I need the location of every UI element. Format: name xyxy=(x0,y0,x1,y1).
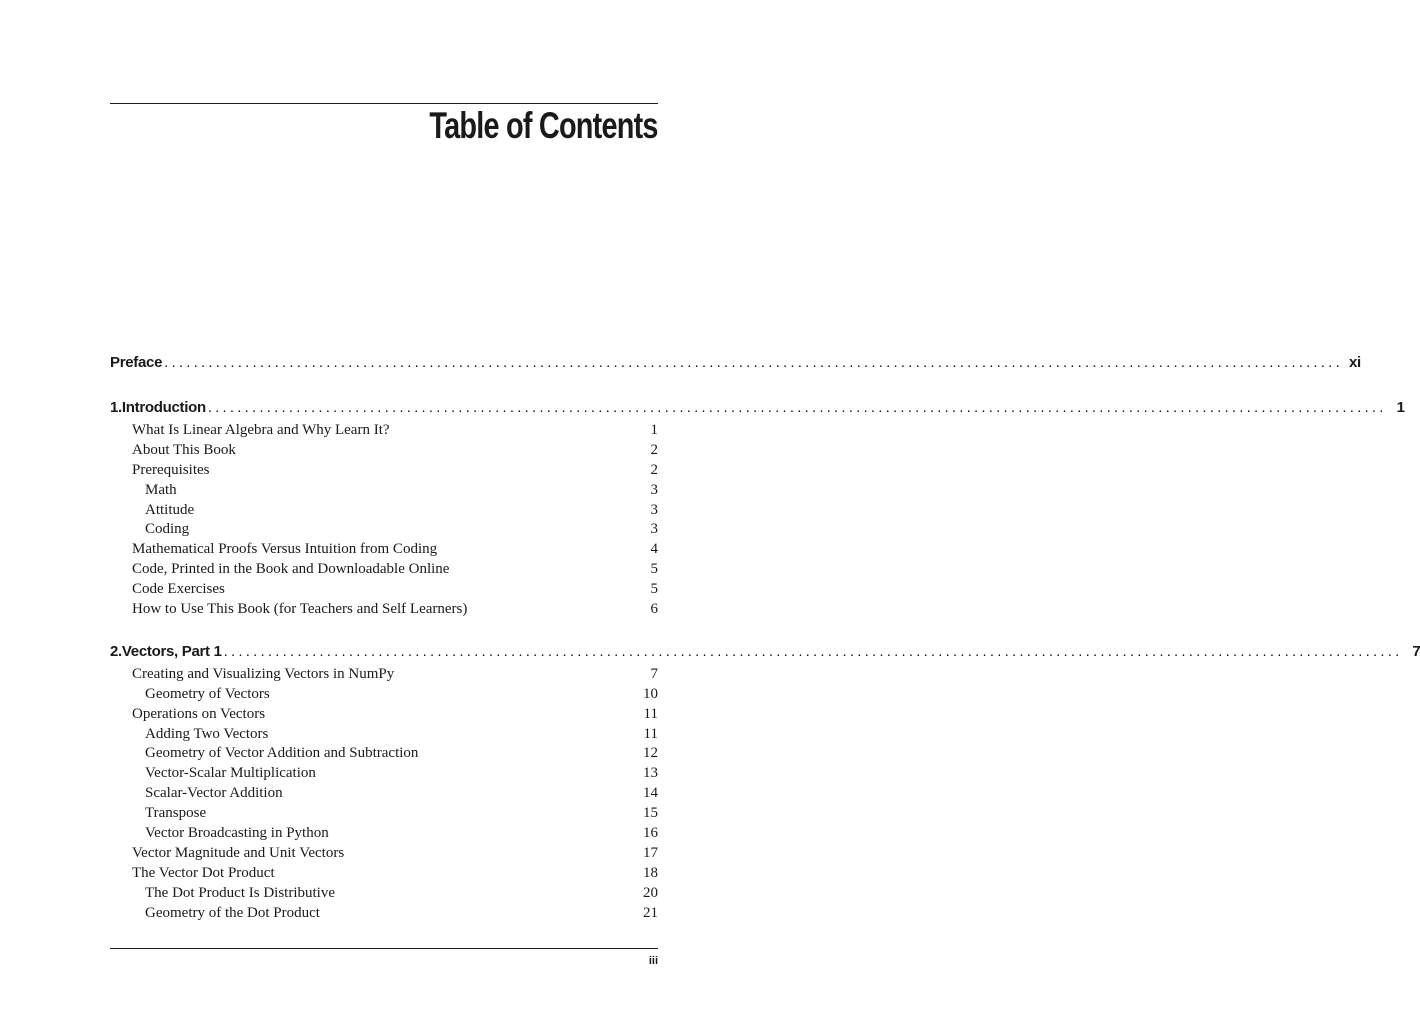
entry-page: 18 xyxy=(643,864,658,881)
dot-leader: ................................................................................................................................................................ xyxy=(207,399,1387,416)
entry-page: 2 xyxy=(650,461,658,478)
entry-page: 11 xyxy=(643,705,658,722)
toc-entry[interactable] xyxy=(110,540,658,560)
entry-page: 3 xyxy=(650,501,658,518)
entry-page: 2 xyxy=(650,441,658,458)
entry-page: 4 xyxy=(650,541,658,558)
bottom-rule xyxy=(110,948,658,949)
entry-page: 16 xyxy=(643,825,658,842)
chapter-page: xi xyxy=(1348,354,1361,371)
toc-entry[interactable] xyxy=(110,804,658,824)
page-number: iii xyxy=(648,955,658,967)
entry-title: Creating and Visualizing Vectors in NumPy xyxy=(132,665,395,682)
toc-entry[interactable] xyxy=(110,764,658,784)
chapter-number: 2. xyxy=(110,642,122,660)
toc-entry[interactable] xyxy=(110,580,658,600)
dot-leader: ................................................................................................................................................................ xyxy=(223,642,1403,660)
entry-page: 13 xyxy=(643,765,658,782)
entry-page: 14 xyxy=(643,785,658,802)
entry-page: 3 xyxy=(650,481,658,498)
entry-title: Code, Printed in the Book and Downloadable Online xyxy=(132,561,450,578)
toc-entry[interactable] xyxy=(110,824,658,844)
entry-title: The Vector Dot Product xyxy=(132,864,275,881)
entry-title: Attitude xyxy=(145,501,195,518)
chapter-page: 1 xyxy=(1396,399,1405,416)
toc-section xyxy=(110,639,1420,924)
toc-entry[interactable] xyxy=(110,421,658,441)
toc-entry[interactable] xyxy=(110,600,658,620)
entry-title: Vector Broadcasting in Python xyxy=(145,825,329,842)
entry-page: 20 xyxy=(643,884,658,901)
toc-entry[interactable] xyxy=(110,481,658,501)
entry-title: About This Book xyxy=(132,441,236,458)
entry-title: Geometry of Vectors xyxy=(145,685,270,702)
entry-page: 12 xyxy=(643,745,658,762)
chapter-title: Preface xyxy=(110,354,163,371)
entry-title: Operations on Vectors xyxy=(132,705,266,722)
entry-title: Geometry of the Dot Product xyxy=(145,904,320,921)
entry-title: Scalar-Vector Addition xyxy=(145,785,283,802)
chapter-number: 1. xyxy=(110,399,122,416)
entry-title: The Dot Product Is Distributive xyxy=(145,884,335,901)
toc-chapter-row[interactable] xyxy=(110,395,1405,421)
entry-page: 5 xyxy=(650,561,658,578)
toc-entry[interactable] xyxy=(110,784,658,804)
entry-title: Vector Magnitude and Unit Vectors xyxy=(132,844,345,861)
toc-entry[interactable] xyxy=(110,441,658,461)
toc-entry[interactable] xyxy=(110,520,658,540)
toc-entry[interactable] xyxy=(110,685,658,705)
entry-page: 17 xyxy=(643,844,658,861)
entry-title: Prerequisites xyxy=(132,461,210,478)
entry-title: Coding xyxy=(145,521,190,538)
toc-entry[interactable] xyxy=(110,461,658,481)
table-of-contents xyxy=(110,350,1420,942)
entry-title: Code Exercises xyxy=(132,581,225,598)
entry-title: Mathematical Proofs Versus Intuition from Coding xyxy=(132,541,438,558)
toc-entry[interactable] xyxy=(110,864,658,884)
entry-title: Transpose xyxy=(145,805,207,822)
toc-entry[interactable] xyxy=(110,560,658,580)
entry-title: How to Use This Book (for Teachers and Self Learners) xyxy=(132,601,468,618)
entry-title: What Is Linear Algebra and Why Learn It? xyxy=(132,422,390,438)
toc-section xyxy=(110,350,1361,376)
toc-entry[interactable] xyxy=(110,844,658,864)
toc-entry[interactable] xyxy=(110,725,658,745)
chapter-page: 7 xyxy=(1412,642,1420,660)
toc-entry[interactable] xyxy=(110,744,658,764)
toc-chapter-row[interactable] xyxy=(110,639,1420,665)
toc-entry[interactable] xyxy=(110,705,658,725)
entry-page: 21 xyxy=(643,904,658,921)
entry-title: Math xyxy=(145,481,177,498)
entry-page: 15 xyxy=(643,805,658,822)
toc-entry[interactable] xyxy=(110,904,658,924)
toc-entry[interactable] xyxy=(110,665,658,685)
toc-chapter-row[interactable] xyxy=(110,350,1361,376)
entry-page: 1 xyxy=(650,422,658,438)
dot-leader: ................................................................................................................................................................ xyxy=(164,354,1343,371)
toc-section xyxy=(110,395,1405,620)
chapter-title: Vectors, Part 1 xyxy=(121,642,222,660)
entry-page: 7 xyxy=(650,665,658,682)
toc-entry[interactable] xyxy=(110,884,658,904)
entry-title: Adding Two Vectors xyxy=(145,725,269,742)
entry-title: Geometry of Vector Addition and Subtraction xyxy=(145,745,419,762)
entry-page: 6 xyxy=(650,601,658,618)
entry-page: 11 xyxy=(643,725,658,742)
entry-page: 5 xyxy=(650,581,658,598)
entry-title: Vector-Scalar Multiplication xyxy=(145,765,316,782)
entry-page: 3 xyxy=(650,521,658,538)
entry-page: 10 xyxy=(643,685,658,702)
page-title: Table of Contents xyxy=(429,105,658,146)
chapter-title: Introduction xyxy=(121,399,206,416)
toc-entry[interactable] xyxy=(110,501,658,521)
